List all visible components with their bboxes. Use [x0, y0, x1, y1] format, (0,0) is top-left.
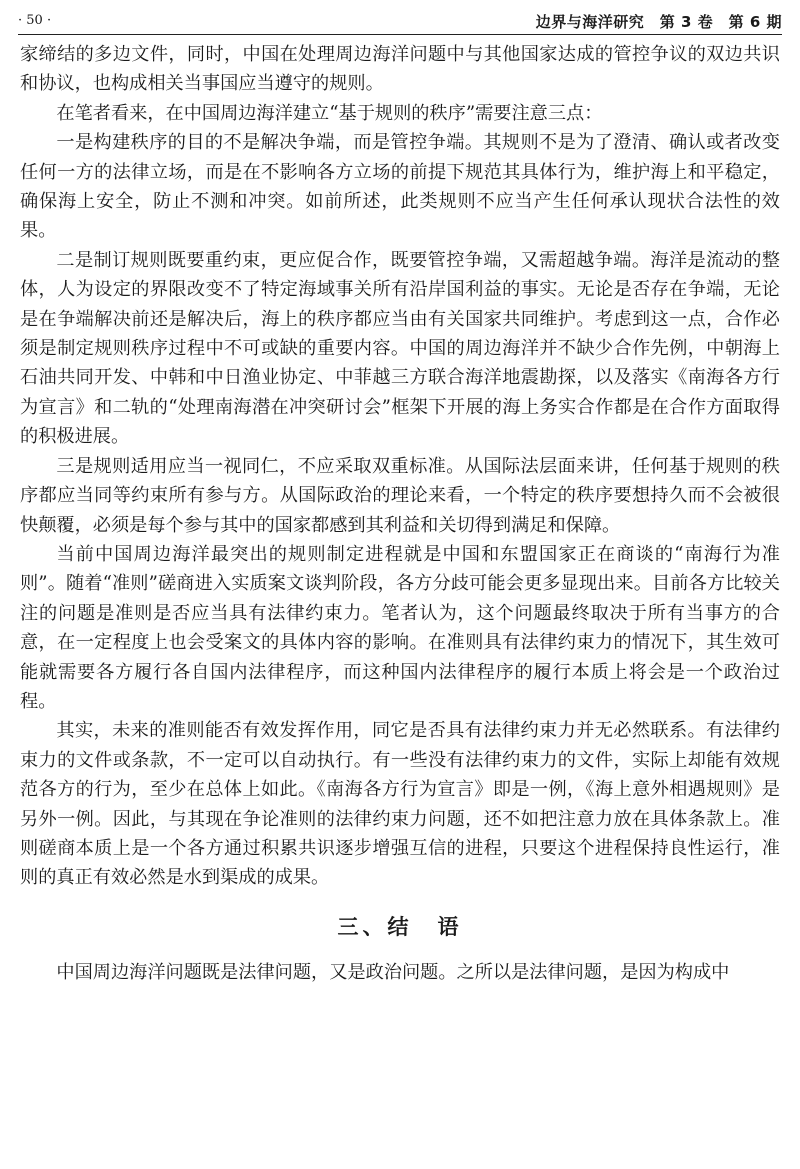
page-number: · 50 · [18, 13, 52, 28]
article-body [20, 40, 780, 988]
journal-title: 边界与海洋研究 第 3 卷 第 6 期 [535, 13, 782, 31]
paragraph-point-three: 三是规则适用应当一视同仁，不应采取双重标准。从国际法层面来讲，任何基于规则的秩序都应当同等约束所有参与方。从国际政治的理论来看，一个特定的秩序要想持久而不会被很快颠覆，必须是每个参与其中的国家都感到其利益和关切得到满足和保障。 [20, 455, 780, 536]
running-header [18, 10, 782, 35]
paragraph-legal-binding: 其实，未来的准则能否有效发挥作用，同它是否具有法律约束力并无必然联系。有法律约束力的文件或条款，不一定可以自动执行。有一些没有法律约束力的文件，实际上却能有效规范各方的行为，至少在总体上如此。《南海各方行为宣言》即是一例，《海上意外相遇规则》是另外一例。因此，与其现在争论准则的法律约束力问题，还不如把注意力放在具体条款上。准则磋商本质上是一个各方通过积累共识逐步增强互信的进程，只要这个进程保持良性运行，准则的真正有效必然是水到渠成的成果。 [20, 720, 780, 889]
paragraph-conclusion-start: 中国周边海洋问题既是法律问题，又是政治问题。之所以是法律问题，是因为构成中 [56, 962, 730, 984]
paragraph-point-one: 一是构建秩序的目的不是解决争端，而是管控争端。其规则不是为了澄清、确认或者改变任何一方的法律立场，而是在不影响各方立场的前提下规范其具体行为，维护海上和平稳定，确保海上安全，防止不测和冲突。如前所述，此类规则不应当产生任何承认现状合法性的效果。 [20, 132, 780, 242]
paragraph-code-of-conduct: 当前中国周边海洋最突出的规则制定进程就是中国和东盟国家正在商谈的“南海行为准则”。随着“准则”磋商进入实质案文谈判阶段，各方分歧可能会更多显现出来。目前各方比较关注的问题是准则是否应当具有法律约束力。笔者认为，这个问题最终取决于所有当事方的合意，在一定程度上也会受案文的具体内容的影响。在准则具有法律约束力的情况下，其生效可能就需要各方履行各自国内法律程序，而这种国内法律程序的履行本质上将会是一个政治过程。 [20, 543, 780, 712]
paragraph-intro: 在笔者看来，在中国周边海洋建立“基于规则的秩序”需要注意三点： [56, 102, 603, 124]
paragraph-continuation: 家缔结的多边文件，同时，中国在处理周边海洋问题中与其他国家达成的管控争议的双边共识和协议，也构成相关当事国应当遵守的规则。 [20, 44, 780, 95]
section-heading-conclusion: 三、结 语 [337, 914, 463, 939]
paragraph-point-two: 二是制订规则既要重约束，更应促合作，既要管控争端，又需超越争端。海洋是流动的整体，人为设定的界限改变不了特定海域事关所有沿岸国利益的事实。无论是否存在争端，无论是在争端解决前还是解决后，海上的秩序都应当由有关国家共同维护。考虑到这一点，合作必须是制定规则秩序过程中不可或缺的重要内容。中国的周边海洋并不缺少合作先例，中朝海上石油共同开发、中韩和中日渔业协定、中菲越三方联合海洋地震勘探，以及落实《南海各方行为宣言》和二轨的“处理南海潜在冲突研讨会”框架下开展的海上务实合作都是在合作方面取得的积极进展。 [20, 249, 780, 448]
